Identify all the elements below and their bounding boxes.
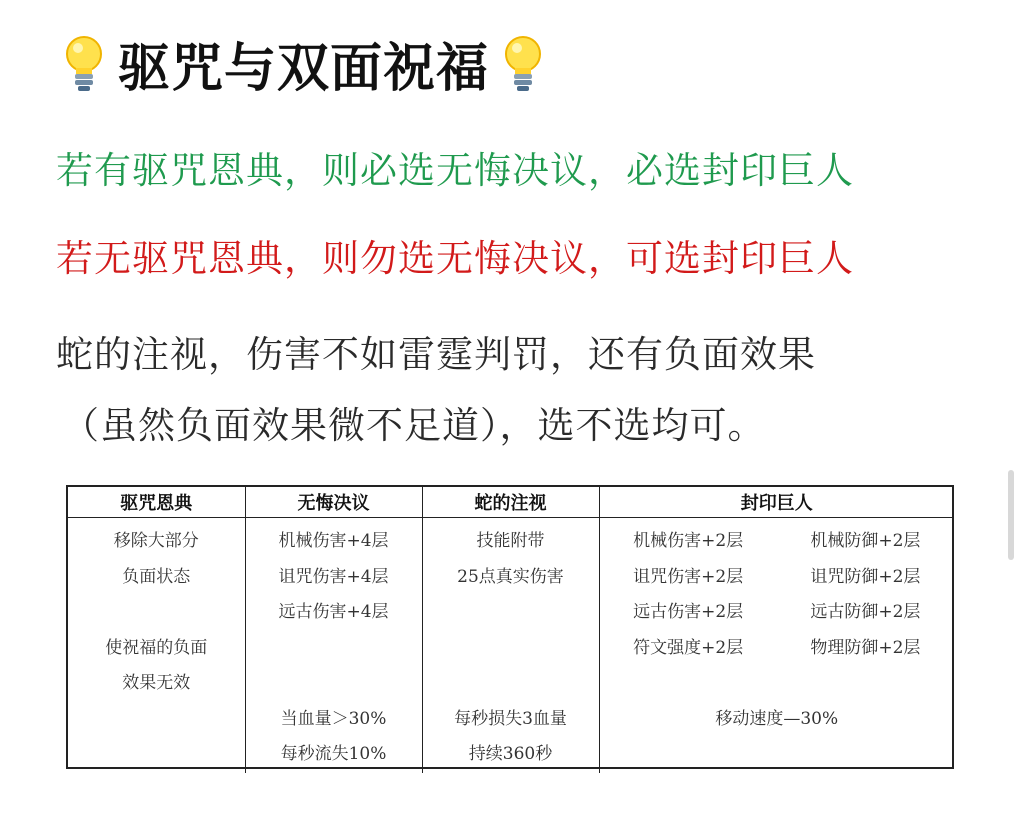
cell-line: [777, 666, 954, 702]
cell-line: 每秒损失3血量: [454, 708, 567, 729]
cell-line: 远古伤害+2层: [633, 602, 744, 622]
comparison-table: [66, 485, 954, 769]
cell-seal-giant: [599, 518, 954, 773]
cell-line: [423, 595, 599, 631]
cell-line: 机械伤害+2层: [633, 531, 744, 551]
cell-line: [246, 666, 422, 702]
cell-line: 远古防御+2层: [810, 602, 921, 622]
cell-line: [423, 631, 599, 667]
green-advice-line: 若有驱咒恩典，则必选无悔决议，必选封印巨人: [56, 149, 854, 192]
table-row: [68, 518, 954, 773]
cell-line: 远古伤害+4层: [278, 602, 389, 622]
cell-line: 机械伤害+4层: [278, 531, 389, 551]
cell-line: [68, 737, 245, 773]
cell-line: [246, 631, 422, 667]
cell-line: 持续360秒: [468, 744, 553, 764]
note-line-2: （虽然负面效果微不足道），选不选均可。: [62, 404, 766, 447]
cell-line: 每秒流失10%: [280, 744, 387, 764]
scrollbar[interactable]: [1008, 470, 1014, 560]
cell-line: 负面状态: [122, 566, 191, 587]
cell-line: 效果无效: [122, 673, 191, 693]
cell-serpent-gaze: [422, 518, 599, 773]
cell-line: [600, 666, 777, 702]
cell-line: [68, 595, 245, 631]
cell-line: 诅咒防御+2层: [810, 566, 921, 587]
title-text: 驱咒与双面祝福: [118, 39, 490, 99]
cell-line: 技能附带: [476, 531, 545, 551]
cell-line: 使祝福的负面: [105, 637, 208, 658]
cell-line: 机械防御+2层: [810, 531, 921, 551]
cell-line: [68, 702, 245, 738]
table-header-row: [68, 487, 954, 518]
note-line-1: 蛇的注视，伤害不如雷霆判罚，还有负面效果: [56, 333, 816, 376]
cell-line: 诅咒伤害+2层: [633, 566, 744, 587]
cell-line: 诅咒伤害+4层: [278, 566, 389, 587]
cell-dispel-grace: [68, 518, 245, 773]
lightbulb-icon: [501, 34, 545, 94]
header-seal-giant: 封印巨人: [599, 487, 954, 518]
lightbulb-icon: [62, 34, 106, 94]
cell-line: 当血量＞30%: [280, 708, 387, 729]
header-serpent-gaze: 蛇的注视: [422, 487, 599, 518]
cell-line: 符文强度+2层: [633, 637, 744, 658]
header-no-regret: 无悔决议: [245, 487, 422, 518]
header-dispel-grace: 驱咒恩典: [68, 487, 245, 518]
cell-line: 移动速度—30%: [715, 708, 839, 729]
cell-line: 物理防御+2层: [810, 637, 921, 658]
cell-line: 移除大部分: [113, 531, 199, 551]
cell-line: [423, 666, 599, 702]
cell-no-regret: [245, 518, 422, 773]
page-title: [62, 26, 545, 101]
red-advice-line: 若无驱咒恩典，则勿选无悔决议，可选封印巨人: [56, 237, 854, 280]
cell-line: 25点真实伤害: [457, 566, 564, 587]
